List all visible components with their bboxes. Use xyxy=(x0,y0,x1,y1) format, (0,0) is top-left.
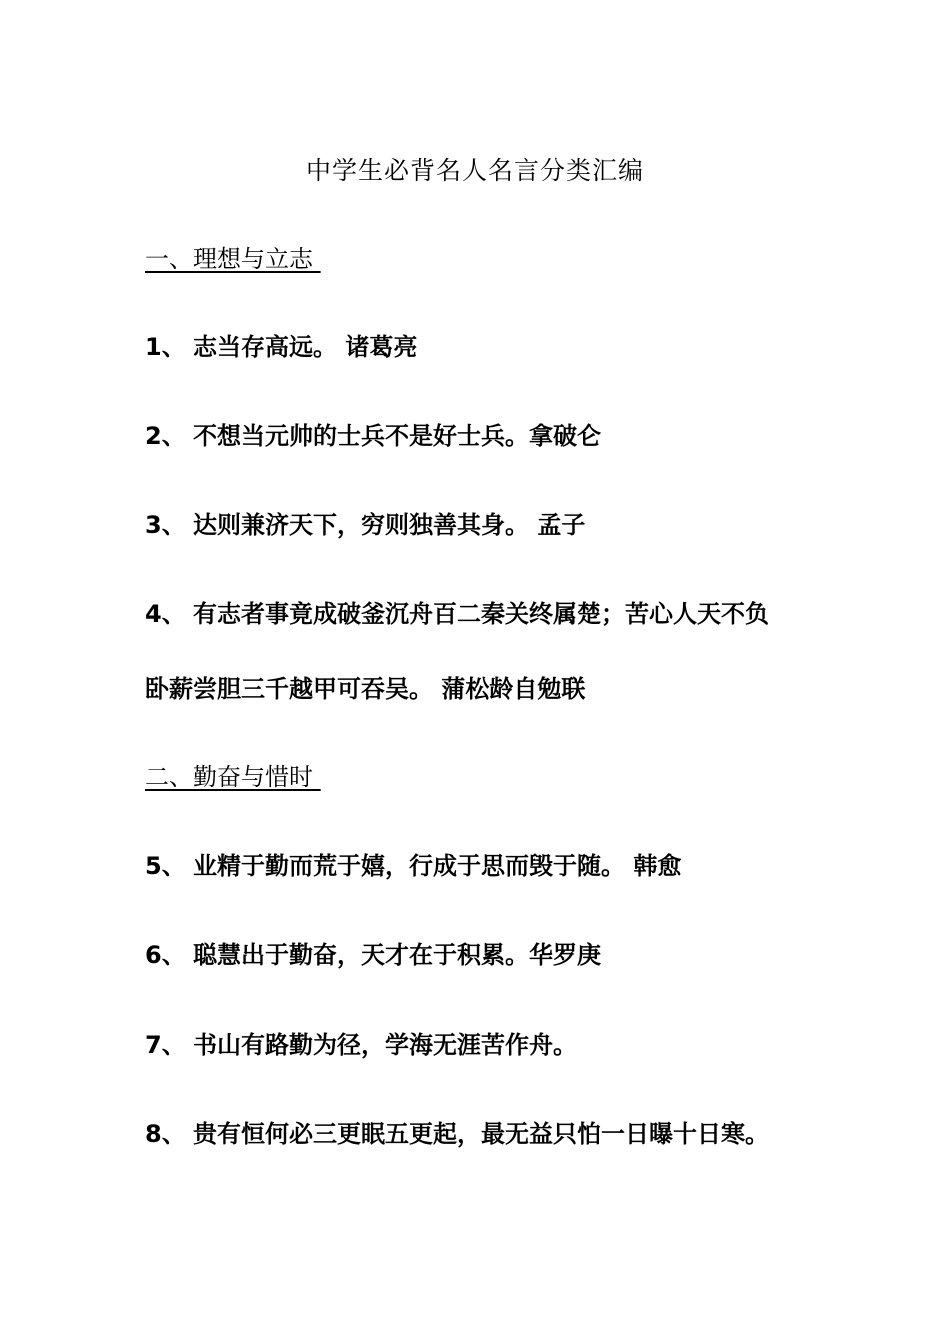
document-title: 中学生必背名人名言分类汇编 xyxy=(305,156,644,185)
quote-number: 3、 xyxy=(145,511,186,539)
quote-item xyxy=(145,938,601,972)
quote-text: 贵有恒何必三更眠五更起，最无益只怕一日曝十日寒。 xyxy=(193,1120,769,1148)
quote-text: 达则兼济天下，穷则独善其身。 孟子 xyxy=(193,511,586,539)
quote-number: 6、 xyxy=(145,941,186,969)
quote-item xyxy=(145,849,681,883)
quote-number: 7、 xyxy=(145,1031,186,1059)
quote-number: 2、 xyxy=(145,422,186,450)
quote-number: 4、 xyxy=(145,600,186,628)
quote-item xyxy=(145,1028,577,1062)
quote-continuation: 卧薪尝胆三千越甲可吞吴。 蒲松龄自勉联 xyxy=(145,675,586,703)
quote-number: 1、 xyxy=(145,333,186,361)
quote-text: 业精于勤而荒于嬉，行成于思而毁于随。 韩愈 xyxy=(193,852,682,880)
quote-item xyxy=(145,597,769,631)
quote-item xyxy=(145,419,601,453)
section-heading-diligence: 二、勤奋与惜时 xyxy=(145,763,321,791)
section-heading-ideals: 一、理想与立志 xyxy=(145,245,321,273)
quote-text: 不想当元帅的士兵不是好士兵。拿破仑 xyxy=(193,422,601,450)
quote-text: 有志者事竟成破釜沉舟百二秦关终属楚；苦心人天不负 xyxy=(193,600,769,628)
quote-text: 聪慧出于勤奋，天才在于积累。华罗庚 xyxy=(193,941,601,969)
quote-item xyxy=(145,508,585,542)
quote-number: 8、 xyxy=(145,1120,186,1148)
quote-text: 志当存高远。 诸葛亮 xyxy=(193,333,418,361)
quote-item xyxy=(145,1117,769,1151)
quote-number: 5、 xyxy=(145,852,186,880)
quote-text: 书山有路勤为径，学海无涯苦作舟。 xyxy=(193,1031,577,1059)
quote-item xyxy=(145,330,417,364)
